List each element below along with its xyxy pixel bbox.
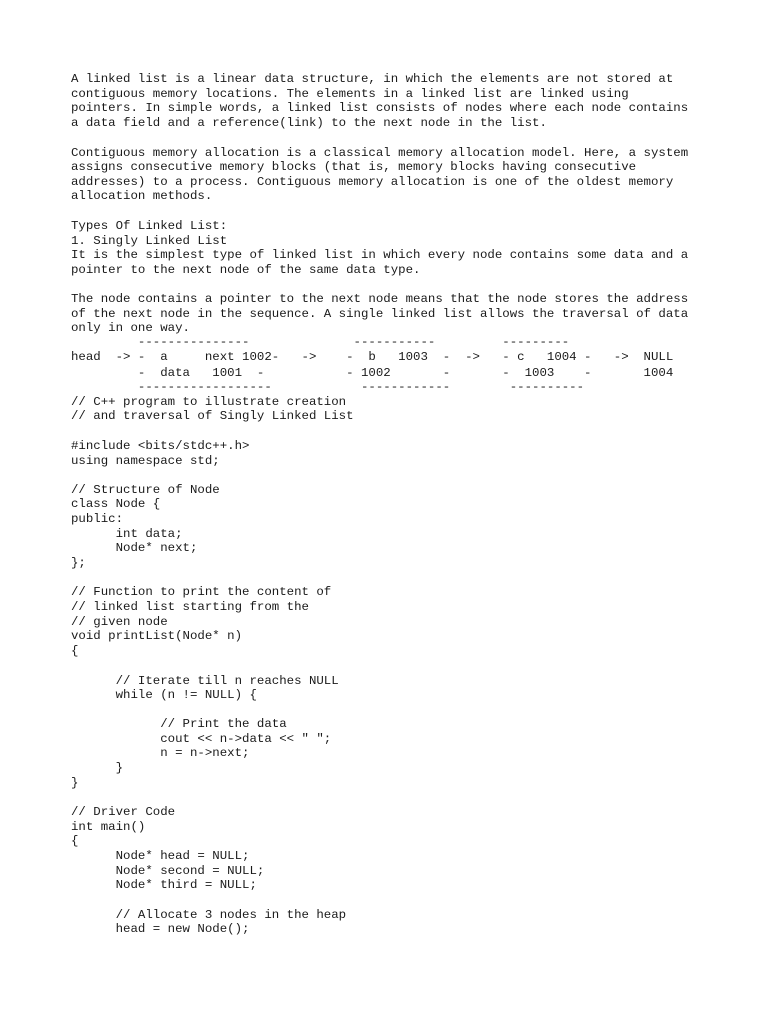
code-line: // Allocate 3 nodes in the heap (71, 908, 347, 922)
text-line: pointers. In simple words, a linked list consists of nodes where each node contains (71, 101, 689, 115)
code-line: Node* second = NULL; (71, 864, 265, 878)
code-line: // linked list starting from the (71, 600, 309, 614)
code-line: Node* third = NULL; (71, 878, 257, 892)
text-line: of the next node in the sequence. A single linked list allows the traversal of data (71, 307, 689, 321)
code-line: // Structure of Node (71, 483, 220, 497)
text-line: addresses) to a process. Contiguous memory allocation is one of the oldest memory (71, 175, 674, 189)
code-line: while (n != NULL) { (71, 688, 257, 702)
text-line: Contiguous memory allocation is a classical memory allocation model. Here, a system (71, 146, 689, 160)
code-line: using namespace std; (71, 454, 220, 468)
text-line: contiguous memory locations. The elements in a linked list are linked using (71, 87, 629, 101)
text-line: 1. Singly Linked List (71, 234, 228, 248)
code-line: // C++ program to illustrate creation (71, 395, 347, 409)
code-line: Node* next; (71, 541, 198, 555)
diagram-line: ------------------ ------------ ---------- (71, 380, 585, 394)
text-line: pointer to the next node of the same data type. (71, 263, 421, 277)
code-line: int main() (71, 820, 146, 834)
diagram-line: - data 1001 - - 1002 - - 1003 - 1004 (71, 366, 674, 380)
text-line: only in one way. (71, 321, 190, 335)
code-line: int data; (71, 527, 183, 541)
text-line: assigns consecutive memory blocks (that is, memory blocks having consecutive (71, 160, 637, 174)
text-line: The node contains a pointer to the next node means that the node stores the address (71, 292, 689, 306)
code-line: // and traversal of Singly Linked List (71, 409, 354, 423)
code-line: // Iterate till n reaches NULL (71, 674, 339, 688)
code-line: // given node (71, 615, 168, 629)
code-line: n = n->next; (71, 746, 250, 760)
text-line: A linked list is a linear data structure, in which the elements are not stored at (71, 72, 674, 86)
section-heading: Types Of Linked List: (71, 219, 228, 233)
code-line: head = new Node(); (71, 922, 250, 936)
code-line: } (71, 761, 124, 775)
code-line: { (71, 834, 79, 848)
diagram-line: --------------- ----------- --------- (71, 335, 570, 349)
code-line: void printList(Node* n) (71, 629, 243, 643)
diagram-line: head -> - a next 1002- -> - b 1003 - -> - c 1004 - -> NULL (71, 350, 674, 364)
code-line: { (71, 644, 79, 658)
code-line: cout << n->data << " "; (71, 732, 332, 746)
code-line: // Function to print the content of (71, 585, 332, 599)
code-line: class Node { (71, 497, 161, 511)
code-line: // Driver Code (71, 805, 176, 819)
code-line: // Print the data (71, 717, 287, 731)
text-line: It is the simplest type of linked list in which every node contains some data and a (71, 248, 689, 262)
text-line: allocation methods. (71, 189, 213, 203)
code-line: }; (71, 556, 86, 570)
text-line: a data field and a reference(link) to the next node in the list. (71, 116, 547, 130)
code-line: #include <bits/stdc++.h> (71, 439, 250, 453)
code-line: public: (71, 512, 124, 526)
code-line: } (71, 776, 79, 790)
code-line: Node* head = NULL; (71, 849, 250, 863)
